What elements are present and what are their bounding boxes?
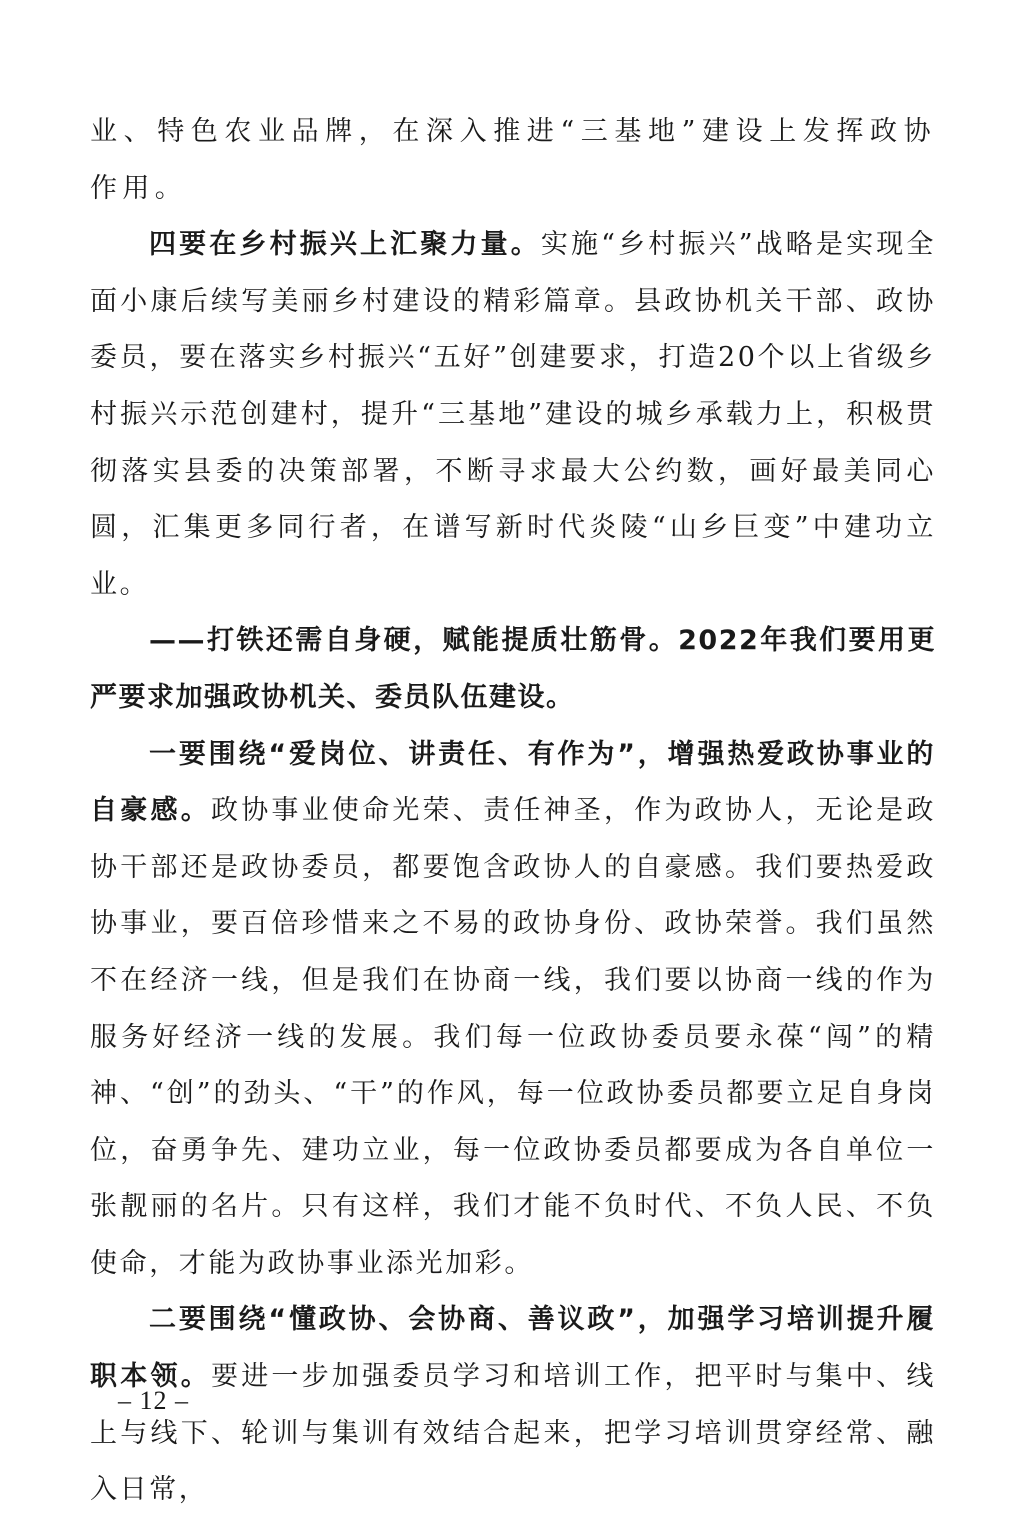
paragraph-continuation [90,104,936,217]
page-number: – 12 – [118,1386,189,1415]
paragraph-text: 政协事业使命光荣、责任神圣，作为政协人，无论是政协干部还是政协委员，都要饱含政协人的自豪感。我们要热爱政协事业，要百倍珍惜来之不易的政协身份、政协荣誉。我们虽然不在经济一线，但是我们在协商一线，我们要以协商一线的作为服务好经济一线的发展。我们每一位政协委员要永葆“闯”的精神、“创”的劲头、“干”的作风，每一位政协委员都要立足自身岗位，奋勇争先、建功立业，每一位政协委员都要成为各自单位一张靓丽的名片。只有这样，我们才能不负时代、不负人民、不负使命，才能为政协事业添光加彩。 [90,795,936,1279]
paragraph-lead: 四要在乡村振兴上汇聚力量。 [149,229,541,261]
paragraph-text: 业、特色农业品牌，在深入推进“三基地”建设上发挥政协作用。 [90,116,936,204]
paragraph-text: 要进一步加强委员学习和培训工作，把平时与集中、线上与线下、轮训与集训有效结合起来，把学习培训贯穿经常、融入日常， [90,1361,936,1506]
paragraph-lead: 一要围绕“爱岗位、讲责任、有作为”，增强热爱政协事业的自豪感。 [90,738,936,827]
paragraph-training [90,1292,936,1518]
paragraph-lead: 二要围绕“懂政协、会协商、善议政”，加强学习培训提升履职本领。 [90,1304,936,1393]
paragraph-pride [90,727,936,1293]
paragraph-rural-revitalization [90,217,936,613]
body-text [90,104,936,1519]
section-heading-text: ——打铁还需自身硬，赋能提质壮筋骨。2022年我们要用更严要求加强政协机关、委员队伍建设。 [90,625,936,713]
section-heading [90,613,936,726]
paragraph-text: 实施“乡村振兴”战略是实现全面小康后续写美丽乡村建设的精彩篇章。县政协机关干部、政协委员，要在落实乡村振兴“五好”创建要求，打造20个以上省级乡村振兴示范创建村，提升“三基地”建设的城乡承载力上，积极贯彻落实县委的决策部署，不断寻求最大公约数，画好最美同心圆，汇集更多同行者，在谱写新时代炎陵“山乡巨变”中建功立业。 [90,229,936,600]
